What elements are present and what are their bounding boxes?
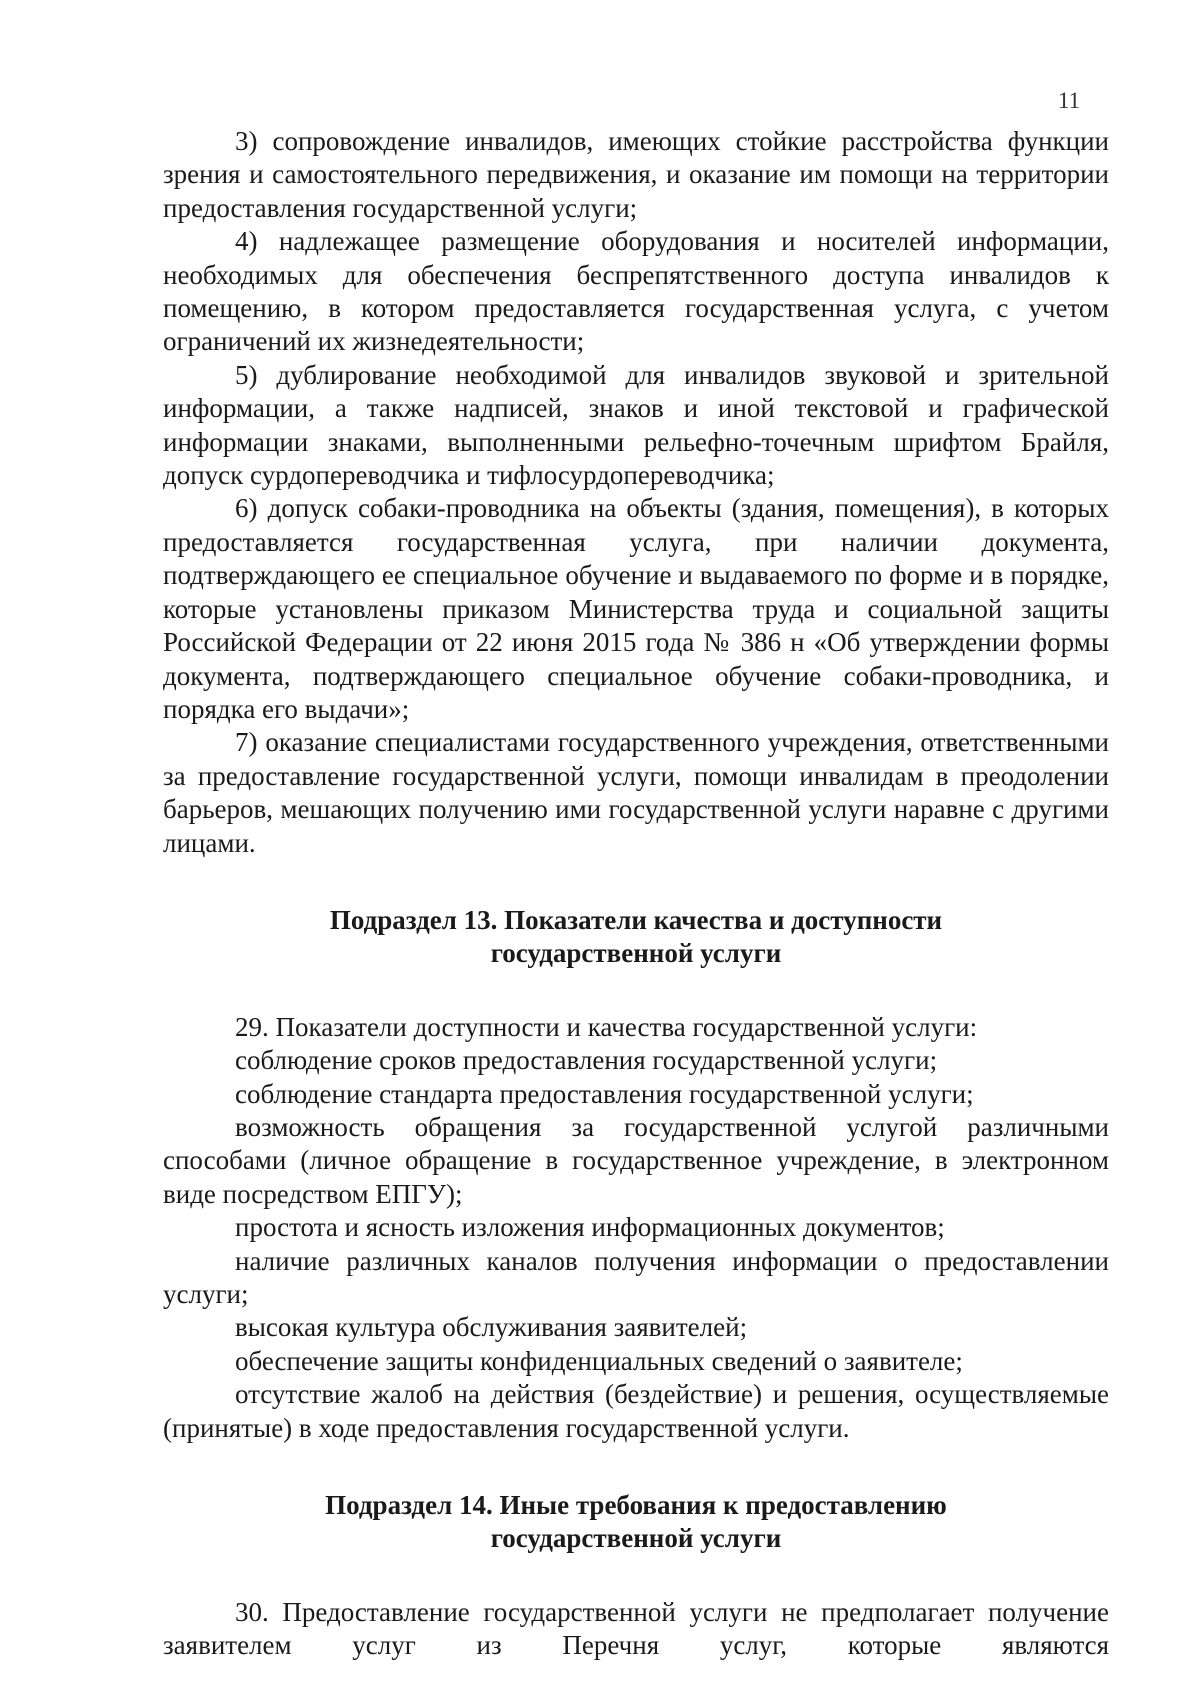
list-item: простота и ясность изложения информационных документов; xyxy=(235,1212,945,1243)
list-item: возможность обращения за государственной услугой различными способами (личное обращение в государственное учреждение, в электронном виде посредством ЕПГУ); xyxy=(163,1111,1109,1209)
section-13-heading xyxy=(163,904,1109,971)
list-item: 30. Предоставление государственной услуги не предполагает получение заявителем услуг из Перечня услуг, которые являются xyxy=(163,1596,1109,1661)
list-item: 6) допуск собаки-проводника на объекты (здания, помещения), в которых предоставляется государственная услуга, при наличии документа, подтверждающего ее специальное обучение и выдаваемого по форме и в порядке, которые установлены приказом Министерства труда и социальной защиты Российской Федерации от 22 июня 2015 года № 386 н «Об утверждении формы документа, подтверждающего специальное обучение собаки-проводника, и порядка его выдачи»; xyxy=(163,493,1109,724)
list-item: 29. Показатели доступности и качества государственной услуги: xyxy=(235,1011,978,1042)
section-13-heading-line1: Подраздел 13. Показатели качества и доступности xyxy=(329,904,943,935)
section-13-heading-line2: государственной услуги xyxy=(490,938,782,969)
section-14-heading-line1: Подраздел 14. Иные требования к предоставлению xyxy=(325,1490,947,1521)
list-item: отсутствие жалоб на действия (бездействие) и решения, осуществляемые (принятые) в ходе предоставления государственной услуги. xyxy=(163,1379,1109,1443)
list-item: соблюдение стандарта предоставления государственной услуги; xyxy=(235,1078,974,1109)
list-item: 4) надлежащее размещение оборудования и носителей информации, необходимых для обеспечения беспрепятственного доступа инвалидов к помещению, в котором предоставляется государственная услуга, с учетом ограничений их жизнедеятельности; xyxy=(163,226,1109,357)
list-item: 7) оказание специалистами государственного учреждения, ответственными за предоставление государственной услуги, помощи инвалидам в преодолении барьеров, мешающих получению ими государственной услуги наравне с другими лицами. xyxy=(163,727,1109,858)
list-item: наличие различных каналов получения информации о предоставлении услуги; xyxy=(163,1245,1109,1309)
document-body xyxy=(163,125,1109,1663)
section-14-heading-line2: государственной услуги xyxy=(490,1523,782,1554)
page-number: 11 xyxy=(1058,88,1081,113)
list-item: 5) дублирование необходимой для инвалидов звуковой и зрительной информации, а также надписей, знаков и иной текстовой и графической информации знаками, выполненными рельефно-точечным шрифтом Брайля, допуск сурдопереводчика и тифлосурдопереводчика; xyxy=(163,359,1109,491)
list-item: 3) сопровождение инвалидов, имеющих стойкие расстройства функции зрения и самостоятельного передвижения, и оказание им помощи на территории предоставления государственной услуги; xyxy=(163,126,1109,223)
section-14-heading xyxy=(163,1489,1109,1556)
list-item: соблюдение сроков предоставления государственной услуги; xyxy=(235,1045,938,1076)
list-item: высокая культура обслуживания заявителей; xyxy=(235,1312,748,1343)
list-item: обеспечение защиты конфиденциальных сведений о заявителе; xyxy=(235,1345,963,1376)
